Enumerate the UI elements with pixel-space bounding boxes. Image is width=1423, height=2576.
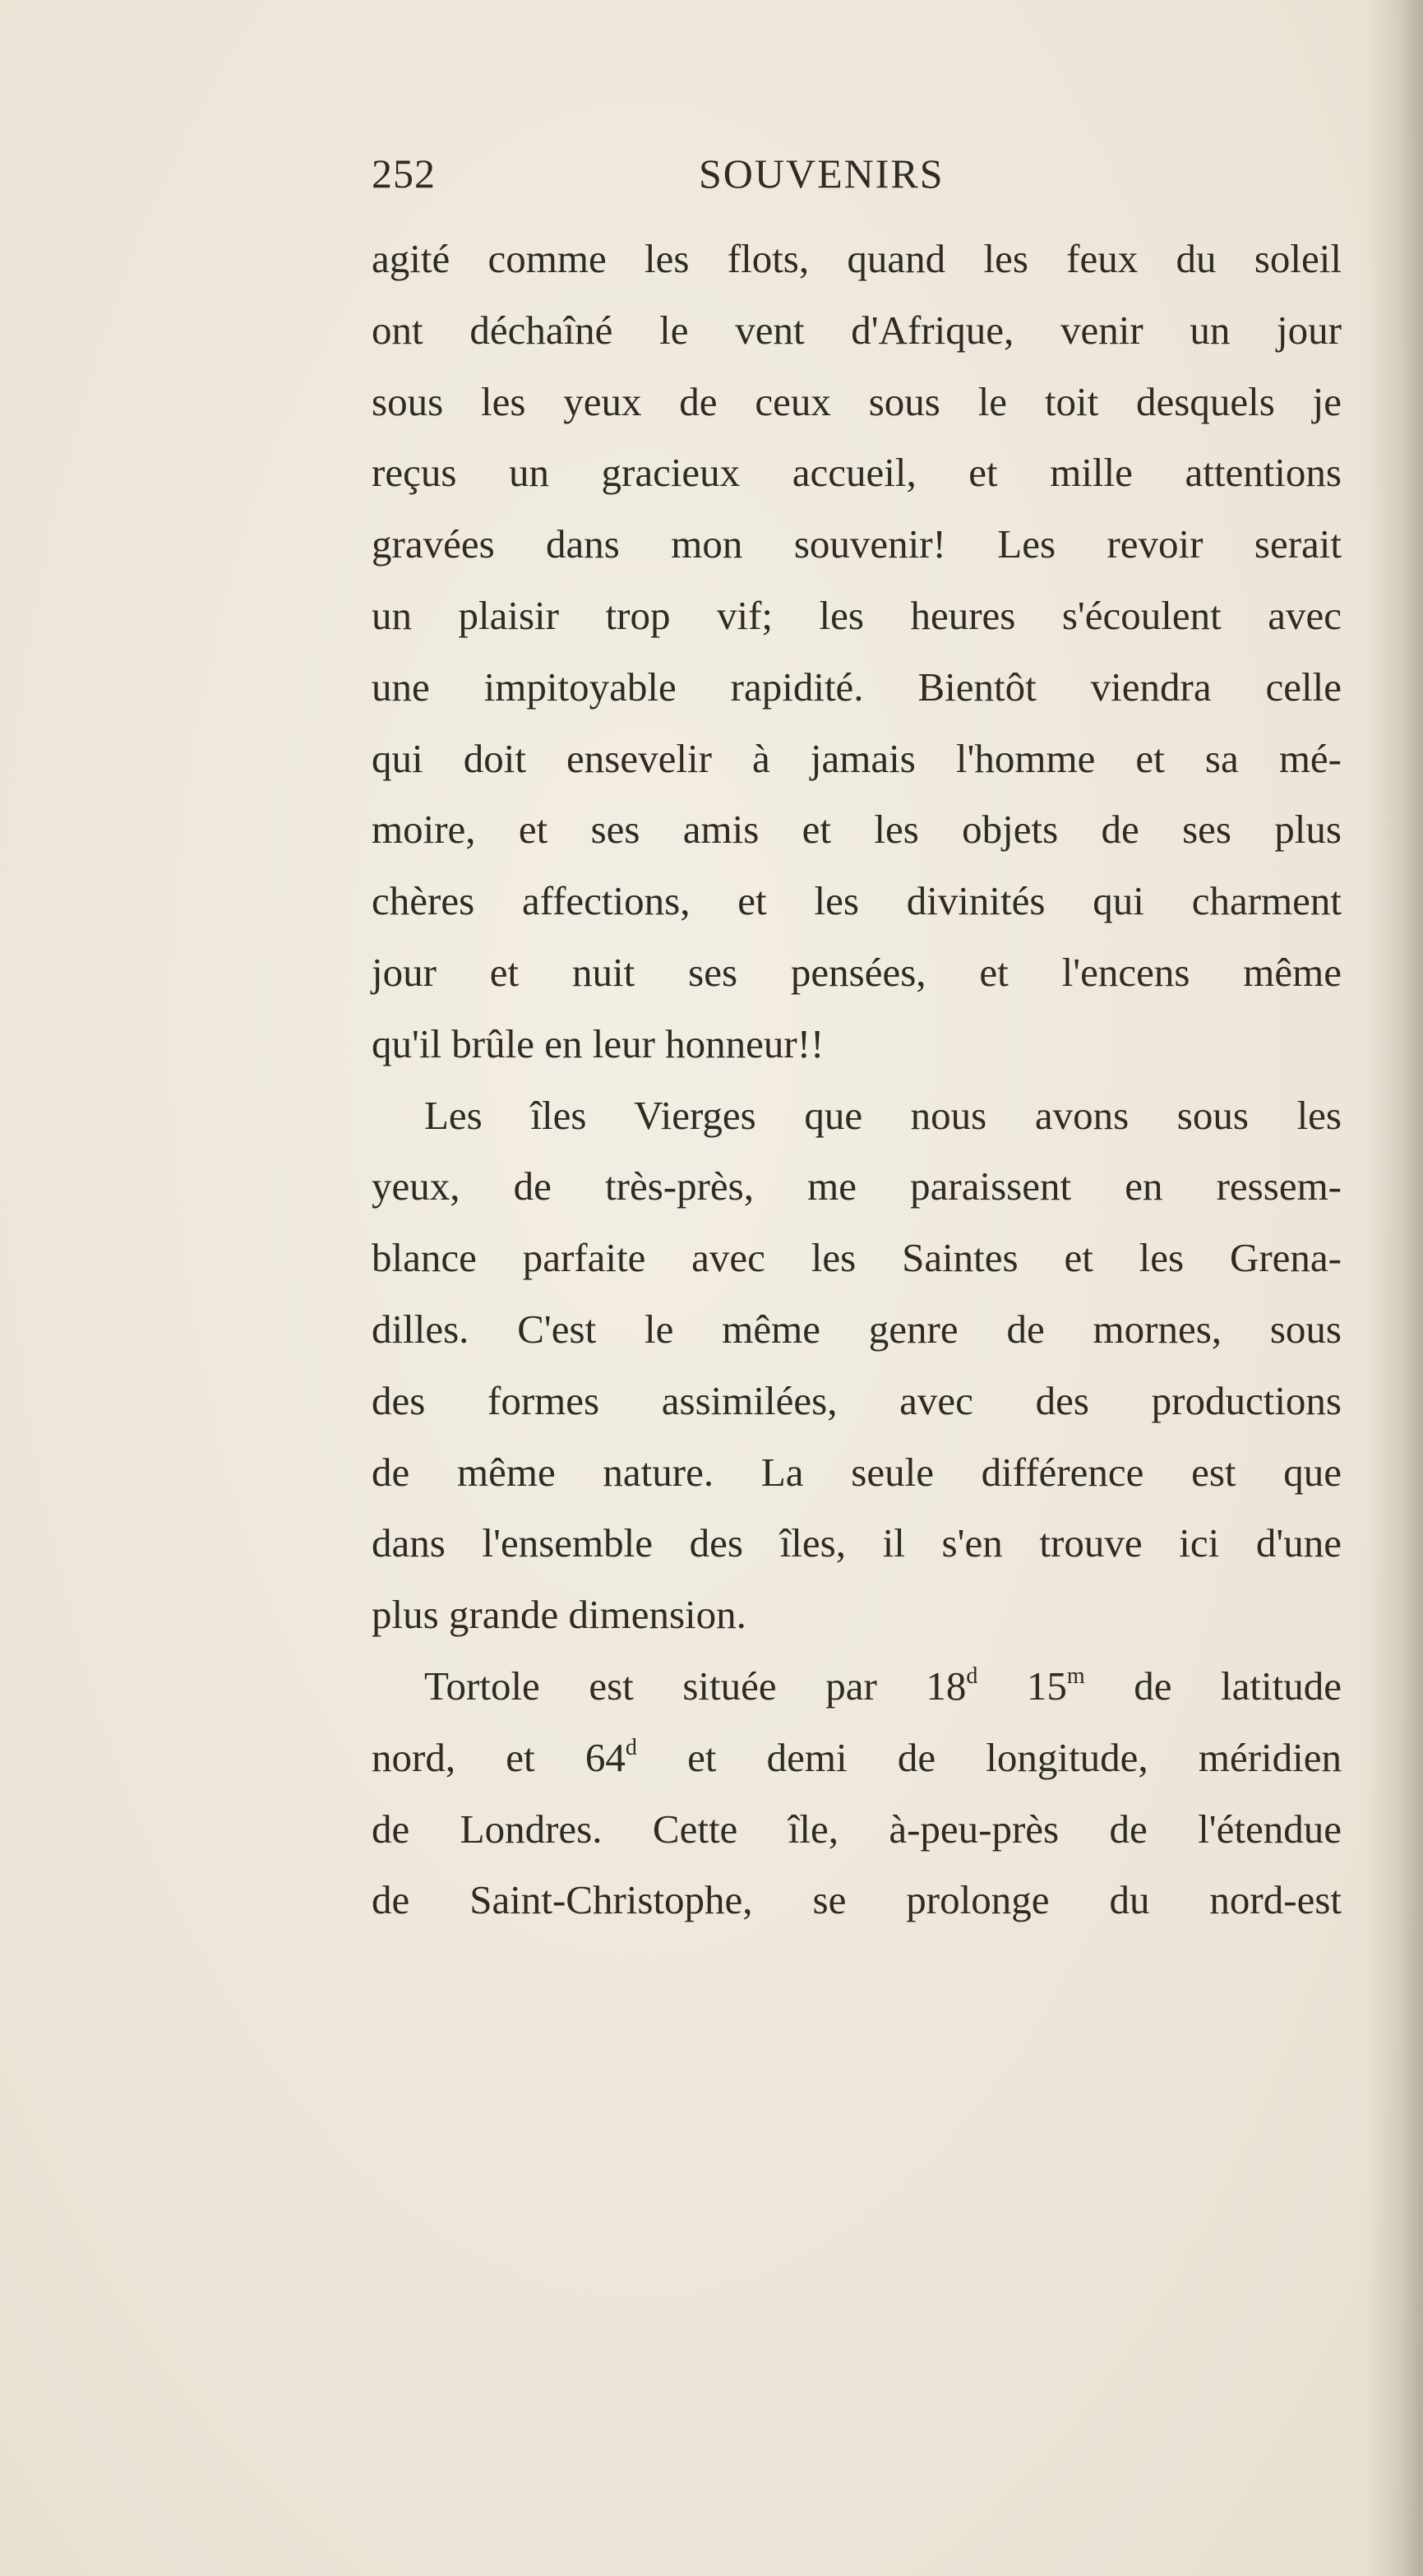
text-line: des formes assimilées, avec des productions	[372, 1377, 1342, 1423]
text-line: gravées dans mon souvenir! Les revoir serait	[372, 521, 1342, 567]
text-line: de Londres. Cette île, à-peu-près de l'étendue	[372, 1806, 1342, 1852]
text-segment: de latitude	[1084, 1663, 1342, 1709]
text-line: de même nature. La seule différence est que	[372, 1449, 1342, 1495]
text-line: ont déchaîné le vent d'Afrique, venir un jour	[372, 307, 1342, 353]
text-line: qu'il brûle en leur honneur!!	[372, 1020, 825, 1066]
text-line: chères affections, et les divinités qui charment	[372, 878, 1342, 924]
text-segment: Tortole est située par 18	[424, 1663, 967, 1709]
page-header	[372, 150, 1342, 215]
text-line: jour et nuit ses pensées, et l'encens même	[372, 949, 1342, 995]
superscript: d	[625, 1734, 637, 1760]
text-segment: et demi de longitude, méridien	[636, 1734, 1342, 1780]
text-line: agité comme les flots, quand les feux du soleil	[372, 236, 1342, 281]
text-line-tortole-2	[372, 1723, 1342, 1794]
text-segment: 15	[977, 1663, 1067, 1709]
page-number: 252	[372, 150, 436, 197]
text-line: qui doit ensevelir à jamais l'homme et sa mé-	[372, 735, 1342, 781]
text-line: Les îles Vierges que nous avons sous les	[424, 1092, 1342, 1138]
text-line: yeux, de très-près, me paraissent en ressem-	[372, 1163, 1342, 1209]
text-line: dilles. C'est le même genre de mornes, sous	[372, 1306, 1342, 1352]
body-text	[372, 224, 1342, 1936]
superscript: m	[1066, 1663, 1085, 1689]
text-line: blance parfaite avec les Saintes et les Grena-	[372, 1235, 1342, 1281]
text-line: sous les yeux de ceux sous le toit desquels je	[372, 378, 1342, 424]
text-line: un plaisir trop vif; les heures s'écoulent avec	[372, 592, 1342, 638]
text-line: dans l'ensemble des îles, il s'en trouve ici d'une	[372, 1520, 1342, 1566]
text-line: moire, et ses amis et les objets de ses plus	[372, 807, 1342, 853]
text-line: de Saint-Christophe, se prolonge du nord-est	[372, 1877, 1342, 1923]
running-title: SOUVENIRS	[699, 150, 945, 197]
text-line: reçus un gracieux accueil, et mille attentions	[372, 450, 1342, 496]
spine-shadow	[1365, 0, 1423, 2576]
text-line: une impitoyable rapidité. Bientôt viendra celle	[372, 664, 1342, 710]
text-segment: nord, et 64	[372, 1734, 626, 1780]
superscript: d	[966, 1663, 978, 1689]
text-line: plus grande dimension.	[372, 1592, 746, 1638]
text-line-tortole-1	[372, 1651, 1342, 1723]
